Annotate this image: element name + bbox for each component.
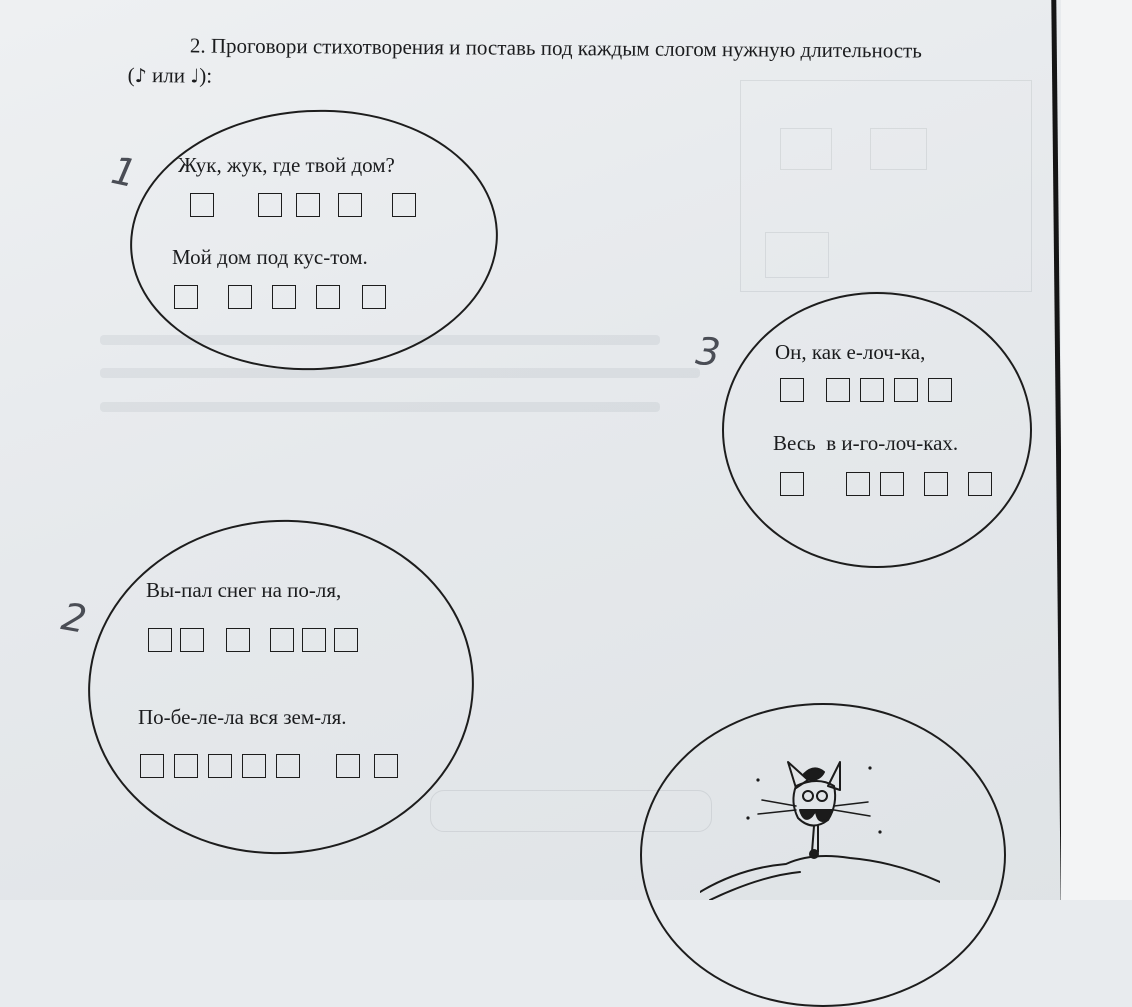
poem-3-number: 3 bbox=[693, 328, 723, 376]
syllable-box[interactable] bbox=[190, 193, 214, 217]
poem-2-syllable-boxes-2 bbox=[140, 754, 398, 782]
syllable-box[interactable] bbox=[924, 472, 948, 496]
syllable-box[interactable] bbox=[140, 754, 164, 778]
quarter-note-icon: ♩ bbox=[190, 65, 200, 88]
syllable-box[interactable] bbox=[174, 754, 198, 778]
open-paren: ( bbox=[127, 62, 135, 88]
syllable-box[interactable] bbox=[362, 285, 386, 309]
syllable-box[interactable] bbox=[174, 285, 198, 309]
syllable-box[interactable] bbox=[296, 193, 320, 217]
poem-1-number: 1 bbox=[107, 147, 141, 197]
syllable-box[interactable] bbox=[272, 285, 296, 309]
syllable-box[interactable] bbox=[880, 472, 904, 496]
poem-2-syllable-boxes-1 bbox=[148, 628, 358, 656]
syllable-box[interactable] bbox=[780, 472, 804, 496]
syllable-box[interactable] bbox=[208, 754, 232, 778]
poem-1-line-2: Мой дом под кус-том. bbox=[172, 245, 368, 269]
syllable-box[interactable] bbox=[860, 378, 884, 402]
poem-1-line-1: Жук, жук, где твой дом? bbox=[178, 153, 395, 177]
syllable-box[interactable] bbox=[338, 193, 362, 217]
syllable-box[interactable] bbox=[374, 754, 398, 778]
syllable-box[interactable] bbox=[968, 472, 992, 496]
syllable-box[interactable] bbox=[336, 754, 360, 778]
poem-2-line-2: По-бе-ле-ла вся зем-ля. bbox=[138, 705, 347, 729]
syllable-box[interactable] bbox=[826, 378, 850, 402]
poem-3-line-1: Он, как е-лоч-ка, bbox=[775, 340, 926, 364]
syllable-box[interactable] bbox=[846, 472, 870, 496]
syllable-box[interactable] bbox=[276, 754, 300, 778]
syllable-box[interactable] bbox=[392, 193, 416, 217]
task-instruction bbox=[128, 30, 1058, 97]
syllable-box[interactable] bbox=[180, 628, 204, 652]
close-paren: ): bbox=[199, 63, 213, 88]
syllable-box[interactable] bbox=[226, 628, 250, 652]
poem-2-number: 2 bbox=[58, 594, 90, 642]
bleed-through-text bbox=[100, 402, 660, 412]
bleed-through-box bbox=[765, 232, 829, 278]
poem-2-ellipse bbox=[77, 507, 485, 867]
syllable-box[interactable] bbox=[302, 628, 326, 652]
syllable-box[interactable] bbox=[228, 285, 252, 309]
syllable-box[interactable] bbox=[316, 285, 340, 309]
poem-3-syllable-boxes-2 bbox=[780, 472, 992, 500]
syllable-box[interactable] bbox=[258, 193, 282, 217]
cartoon-animal-illustration bbox=[700, 740, 940, 900]
bleed-through-text bbox=[100, 368, 700, 378]
syllable-box[interactable] bbox=[242, 754, 266, 778]
syllable-box[interactable] bbox=[928, 378, 952, 402]
poem-3-syllable-boxes-1 bbox=[780, 378, 952, 406]
instruction-line-2 bbox=[128, 60, 1058, 97]
syllable-box[interactable] bbox=[894, 378, 918, 402]
eighth-note-icon: ♪ bbox=[134, 65, 147, 88]
instruction-line-1: 2. Проговори стихотворения и поставь под каждым слогом нужную длительность bbox=[189, 33, 922, 63]
syllable-box[interactable] bbox=[780, 378, 804, 402]
poem-3-ellipse bbox=[722, 292, 1032, 568]
bleed-through-box bbox=[870, 128, 927, 170]
or-word: или bbox=[146, 63, 191, 88]
syllable-box[interactable] bbox=[334, 628, 358, 652]
syllable-box[interactable] bbox=[270, 628, 294, 652]
syllable-box[interactable] bbox=[148, 628, 172, 652]
poem-1-syllable-boxes-2 bbox=[174, 285, 386, 313]
bleed-through-box bbox=[780, 128, 832, 170]
poem-2-line-1: Вы-пал снег на по-ля, bbox=[146, 578, 342, 602]
poem-3-line-2: Весь в и-го-лоч-ках. bbox=[773, 431, 959, 455]
page-edge-margin bbox=[1061, 0, 1132, 900]
poem-1-syllable-boxes-1 bbox=[190, 193, 416, 221]
